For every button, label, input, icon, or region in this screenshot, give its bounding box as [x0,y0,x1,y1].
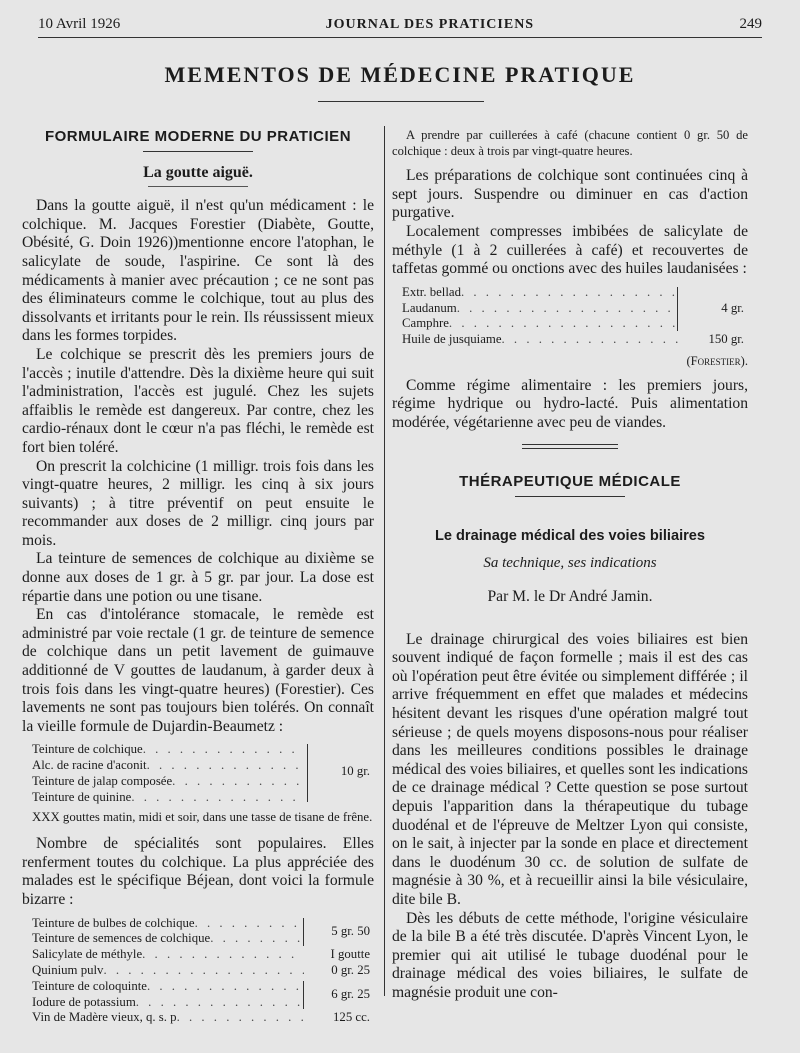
paragraph: Les préparations de colchique sont continuées cinq à sept jours. Suspendre ou diminuer en cas d'action purgative. [392,167,748,222]
rx-line: Salicylate de méthyle . . . I goutte [32,947,374,963]
rx-dose: 4 gr. [721,300,744,315]
section-title-formulaire: FORMULAIRE MODERNE DU PRATICIEN [44,128,352,145]
dose-brace [297,981,304,1009]
dose-brace [297,918,304,946]
rx-line: Vin de Madère vieux, q. s. p . . . 125 cc. [32,1010,374,1026]
paragraph: On prescrit la colchicine (1 milligr. trois fois dans les vingt-quatre heures, 2 milligr. les cinq à six jours suivants) ; à titre préventif on peut ensuite le recommander aux doses de 2 milligr. cinq jours par mois. [22,457,374,549]
rx-line: Huile de jusquiame . . . 150 gr. [402,332,748,348]
prescription-huiles [402,285,748,348]
rx-line: Extr. bellad . . . [402,285,748,301]
dose-brace [301,744,308,802]
journal-name: JOURNAL DES PRATICIENS [325,17,535,32]
section-separator [522,444,618,449]
rx-dose: 10 gr. [340,764,370,779]
prescription-dujardin [32,742,374,805]
paragraph: Le drainage chirurgical des voies biliaires est bien souvent indiqué de façon formelle ; mais il est des cas où l'opération peut être évitée ou simplement différée ; il arrive fréquemment en effet que malades et médecins hésitent devant les risques d'une opération malgré tout sérieuse ; de quels moyens disposons-nous pour réaliser dans les meilleures conditions possibles le drainage médical des voies biliaires, et quelles sont les indications de ce drainage médical ? Cette question se pose surtout depuis l'apparition dans la thérapeutique du tubage duodénal et de l'épreuve de Meltzer Lyon qui consiste, on le sait, à injecter par la sonde en place et directement dans le duodénum 30 cc. de solution de sulfate de magnésie à 30 %, et à recueillir ainsi la bile vésiculaire, dite bile B. [392,630,748,908]
rx-line: Camphre . . . [402,316,748,332]
paragraph: Localement compresses imbibées de salicylate de méthyle (1 à 2 cuillerées à café) et recouvertes de taffetas gommé ou onctions avec des huiles laudanisées : [392,222,748,278]
paragraph: La teinture de semences de colchique au dixième se donne aux doses de 1 gr. à 5 gr. par jour. La dose est répartie dans une potion ou une tisane. [22,550,374,605]
rx-line: Laudanum . . . [402,301,748,317]
article-title: Le drainage médical des voies biliaires [434,527,706,544]
rx-note: XXX gouttes matin, midi et soir, dans une tasse de tisane de frêne. [32,809,373,824]
paragraph: Dès les débuts de cette méthode, l'origine vésiculaire de la bile B a été très discutée. D'après Vincent Lyon, le premier qui ait utilisé le tubage duodénal pour le drainage médical des voies biliaires, le sulfate de magnésie produit une con- [392,909,748,1001]
rx-line: Teinture de jalap composée . . . [32,774,374,790]
column-divider [384,126,385,996]
byline: Par M. le Dr André Jamin. [487,588,653,606]
prescription-bejean [32,916,374,1027]
rx-line: Teinture de bulbes de colchique . . . [32,916,374,932]
left-column [22,128,374,1030]
page-number: 249 [739,16,762,32]
rx-dose: 6 gr. 25 [331,986,370,1001]
rx-note: A prendre par cuillerées à café (chacune contient 0 gr. 50 de colchique : deux à trois par vingt-quatre heures. [392,128,748,158]
subhead-rule [148,186,248,187]
paragraph: Nombre de spécialités sont populaires. Elles renferment toutes du colchique. La plus appréciée des malades est le spécifique Béjean, dont voici la formule bizarre : [22,835,374,908]
paragraph: Comme régime alimentaire : les premiers jours, régime hydrique ou hydro-lacté. Puis alimentation modérée, végétarienne avec peu de viandes. [392,376,748,431]
rx-dose: 5 gr. 50 [331,923,370,938]
rx-line: Teinture de colchique . . . [32,742,374,758]
paragraph: En cas d'intolérance stomacale, le remède est administré par voie rectale (1 gr. de teinture de semence de colchique dans un petit lavement de guimauve additionné de V gouttes de laudanum, à garder deux à trois fois dans les vingt-quatre heures) (Forestier). Ces lavements ne sont pas toujours bien tolérés. On connaît la vieille formule de Dujardin-Beaumetz : [22,606,374,735]
rx-line: Teinture de semences de colchique . . . [32,931,374,947]
section-rule [515,496,625,497]
subhead-goutte: La goutte aiguë. [143,163,253,181]
issue-date: 10 Avril 1926 [38,16,121,32]
page-title: MEMENTOS DE MÉDECINE PRATIQUE [164,62,636,87]
article-subtitle: Sa technique, ses indications [483,554,657,571]
rx-line: Alc. de racine d'aconit . . . [32,758,374,774]
paragraph: Le colchique se prescrit dès les premiers jours de l'accès ; inutile d'attendre. Dès la dixième heure qui suit l'administration, l'accès est jugulé. Chez les sujets affaiblis le remède est dangereux. Par contre, chez les cardio-rénaux dont le cœur n'a pas fléchi, le remède est fort bien toléré. [22,345,374,456]
right-column [392,128,748,1003]
rx-line: Teinture de coloquinte . . . [32,979,374,995]
author-signature: (Forestier). [686,353,748,368]
rx-line: Quinium pulv . . . 0 gr. 25 [32,963,374,979]
running-head [38,16,762,38]
rx-line: Iodure de potassium . . . [32,995,374,1011]
section-title-therapeutique: THÉRAPEUTIQUE MÉDICALE [459,473,681,491]
section-rule [143,151,253,152]
rx-line: Teinture de quinine . . . [32,790,374,806]
dose-brace [671,287,678,331]
title-rule [318,101,484,102]
paragraph: Dans la goutte aiguë, il n'est qu'un médicament : le colchique. M. Jacques Forestier (Diabète, Goutte, Obésité, G. Doin 1926))mentionne encore l'atophan, le salicylate de soude, l'aspirine. Ce sont là des médicaments à manier avec précaution ; ce ne sont pas des éliminateurs comme le colchique, tout au plus des dissolvants et irritants pour le rein. Ils réussissent mieux dans les formes torpides. [22,197,374,345]
